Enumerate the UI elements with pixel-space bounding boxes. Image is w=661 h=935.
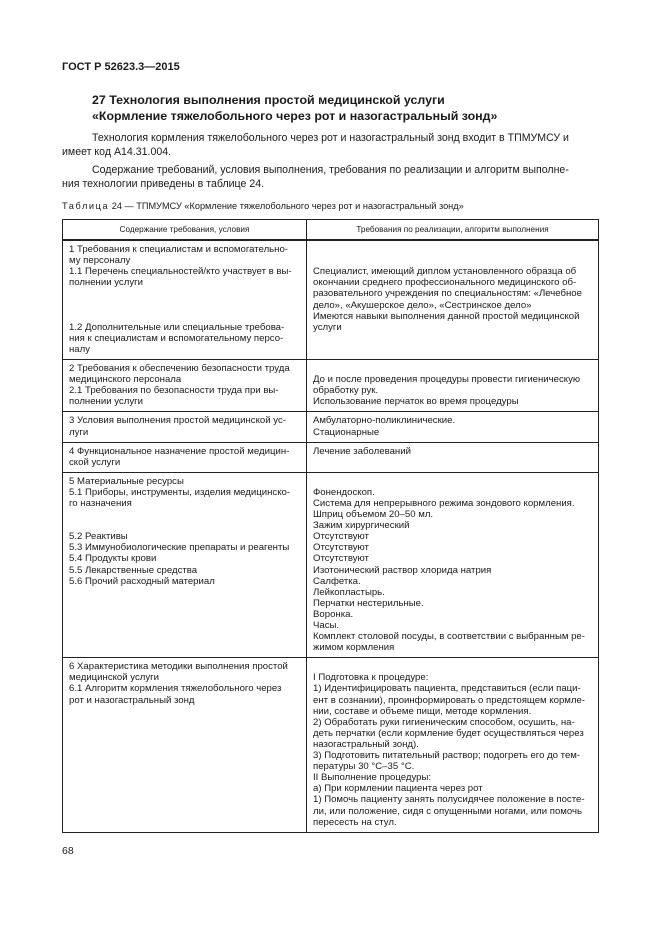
cell-line: Комплект столовой посуды, в соответствии с выбранным ре-: [313, 631, 585, 643]
table-row: [63, 412, 599, 442]
table-row: [63, 658, 599, 832]
cell-line: налу: [69, 343, 91, 355]
cell-line: медицинской услуги: [69, 672, 160, 684]
cell-line: Часы.: [313, 620, 340, 631]
requirement-cell: [63, 658, 307, 832]
cell-line: го назначения: [69, 497, 132, 509]
table-row: [63, 360, 599, 412]
cell-line: Воронка.: [313, 608, 354, 620]
cell-line: ния к специалистам и вспомогательному персо-: [69, 332, 284, 344]
cell-line: 2.1 Требования по безопасности труда при вы-: [69, 385, 279, 397]
cell-line: 1) Помочь пациенту занять полусидячее положение в посте-: [313, 794, 585, 806]
cell-line: Лечение заболеваний: [313, 445, 411, 457]
cell-line: 1 Требования к специалистам и вспомогательно-: [69, 244, 288, 256]
cell-line: полнении услуги: [69, 277, 143, 289]
cell-line: [313, 244, 593, 255]
requirement-cell: [63, 240, 307, 359]
table-row: [63, 442, 599, 472]
cell-line: До и после проведения процедуры провести гигиеническую: [313, 374, 581, 386]
cell-line: Зажим хирургический: [313, 520, 410, 532]
cell-line: Использование перчаток во время процедуры: [313, 396, 519, 408]
paragraph-line: Технология кормления тяжелобольного через рот и назогастральный зонд входит в ТПМУМСУ и: [92, 132, 569, 144]
cell-line: [69, 509, 301, 520]
cell-line: 6 Характеристика методики выполнения простой: [69, 661, 288, 673]
cell-line: 4 Функциональное назначение простой медицин-: [69, 445, 290, 457]
requirements-table: [62, 219, 599, 833]
cell-line: нии, составе и объеме пищи, методе кормления.: [313, 705, 532, 717]
cell-line: а) При кормлении пациента через рот: [313, 783, 483, 795]
cell-line: [69, 288, 301, 299]
table-caption-text: 24 — ТПМУМСУ «Кормление тяжелобольного через рот и назогастральный зонд»: [109, 201, 464, 211]
paragraph-line: ния технологии приведены в таблице 24.: [62, 178, 265, 190]
cell-line: 5.1 Приборы, инструменты, изделия медицинско-: [69, 486, 291, 498]
cell-line: ской услуги: [69, 456, 121, 468]
cell-line: Отсутствуют: [313, 553, 369, 565]
cell-line: [313, 255, 593, 266]
cell-line: 3 Условия выполнения простой медицинской ус-: [69, 415, 286, 427]
table-header-row: [63, 220, 599, 241]
cell-line: Имеются навыки выполнения данной простой медицинской: [313, 310, 580, 322]
section-title: [92, 92, 612, 124]
cell-line: [313, 363, 593, 374]
cell-line: Изотонический раствор хлорида натрия: [313, 564, 492, 576]
cell-line: ли, или положение, сидя с опущенными ногами, или помочь: [313, 805, 583, 817]
table-caption-prefix: Таблица: [62, 201, 110, 211]
cell-line: [313, 661, 593, 672]
document-code: ГОСТ Р 52623.3—2015: [62, 61, 180, 73]
cell-line: полнении услуги: [69, 396, 143, 408]
section-title-line: 27 Технология выполнения простой медицинской услуги: [92, 93, 445, 107]
cell-line: Перчатки нестерильные.: [313, 597, 424, 609]
intro-paragraphs: [62, 131, 607, 191]
cell-line: пересесть на стул.: [313, 816, 397, 828]
cell-line: I Подготовка к процедуре:: [313, 672, 429, 684]
cell-line: 5.5 Лекарственные средства: [69, 564, 198, 576]
cell-line: [69, 520, 301, 531]
cell-line: 1.1 Перечень специальностей/кто участвует в вы-: [69, 266, 292, 278]
cell-line: жимом кормления: [313, 642, 395, 654]
cell-line: обработку рук.: [313, 385, 379, 397]
cell-line: 1.2 Дополнительные или специальные требова-: [69, 321, 285, 333]
cell-line: разовательного учреждения по специальностям: «Лечебное: [313, 288, 582, 300]
cell-line: Лейкопластырь.: [313, 586, 385, 598]
cell-line: [313, 476, 593, 487]
cell-line: Стационарные: [313, 426, 380, 438]
requirement-cell: [63, 412, 307, 442]
requirement-cell: [63, 442, 307, 472]
cell-line: 2 Требования к обеспечению безопасности труда: [69, 363, 290, 375]
cell-line: Отсутствуют: [313, 531, 369, 543]
cell-line: Амбулаторно-поликлинические.: [313, 415, 456, 427]
table-body: [63, 240, 599, 832]
cell-line: рот и назогастральный зонд: [69, 694, 195, 706]
cell-line: дело», «Акушерское дело», «Сестринское дело»: [313, 299, 532, 311]
cell-line: 5.2 Реактивы: [69, 531, 128, 543]
cell-line: 3) Подготовить питательный раствор; подогреть его до тем-: [313, 750, 581, 762]
table-caption: [62, 201, 464, 211]
paragraph-line: имеет код А14.31.004.: [62, 146, 172, 158]
column-header: Содержание требования, условия: [63, 220, 307, 241]
cell-line: услуги: [313, 321, 342, 333]
implementation-cell: [307, 472, 599, 658]
cell-line: Система для непрерывного режима зондового кормления.: [313, 497, 575, 509]
cell-line: назогастральный зонд).: [313, 738, 419, 750]
requirement-cell: [63, 472, 307, 658]
cell-line: ент в сознании), проинформировать о предстоящем кормле-: [313, 694, 585, 706]
requirement-cell: [63, 360, 307, 412]
cell-line: [69, 300, 301, 311]
cell-line: луги: [69, 426, 89, 438]
table-row: [63, 240, 599, 359]
cell-line: 2) Обработать руки гигиеническим способом, осушить, на-: [313, 716, 575, 728]
cell-line: Отсутствуют: [313, 542, 369, 554]
cell-line: окончании среднего профессионального медицинского об-: [313, 277, 577, 289]
implementation-cell: [307, 360, 599, 412]
cell-line: Салфетка.: [313, 575, 361, 587]
column-header: Требования по реализации, алгоритм выполнения: [307, 220, 599, 241]
cell-line: Шприц объемом 20–50 мл.: [313, 509, 434, 521]
table-row: [63, 472, 599, 658]
cell-line: 5.6 Прочий расходный материал: [69, 575, 215, 587]
cell-line: пературы 30 °С–35 °С.: [313, 761, 415, 773]
cell-line: [69, 311, 301, 322]
cell-line: деть перчатки (если кормление будет осуществляться через: [313, 727, 584, 739]
cell-line: медицинского персонала: [69, 374, 182, 386]
cell-line: 5.4 Продукты крови: [69, 553, 157, 565]
implementation-cell: [307, 658, 599, 832]
implementation-cell: [307, 412, 599, 442]
cell-line: му персоналу: [69, 255, 131, 267]
implementation-cell: [307, 442, 599, 472]
implementation-cell: [307, 240, 599, 359]
cell-line: 6.1 Алгоритм кормления тяжелобольного через: [69, 683, 282, 695]
cell-line: 5.3 Иммунобиологические препараты и реагенты: [69, 542, 290, 554]
cell-line: Фонендоскоп.: [313, 486, 375, 498]
paragraph-line: Содержание требований, условия выполнения, требования по реализации и алгоритм выполне-: [92, 164, 569, 176]
cell-line: 1) Идентифицировать пациента, представиться (если паци-: [313, 683, 581, 695]
page-number: 68: [62, 845, 74, 857]
cell-line: Специалист, имеющий диплом установленного образца об: [313, 266, 577, 278]
cell-line: 5 Материальные ресурсы: [69, 475, 184, 487]
section-title-line: «Кормление тяжелобольного через рот и назогастральный зонд»: [92, 109, 498, 123]
cell-line: II Выполнение процедуры:: [313, 772, 432, 784]
